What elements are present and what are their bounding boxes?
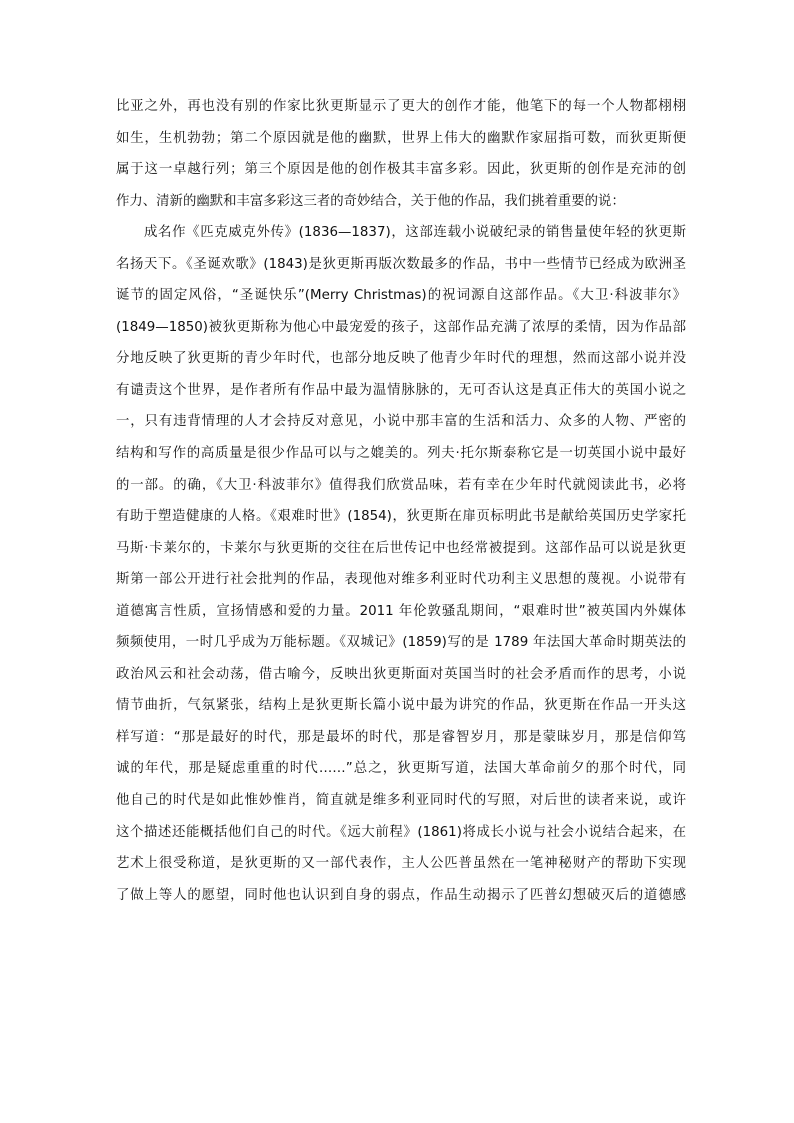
text-line: 如生，生机勃勃；第二个原因就是他的幽默，世界上伟大的幽默作家屈指可数，而狄更斯便 [116,130,686,146]
text-line: 样写道：“那是最好的时代，那是最坏的时代，那是睿智岁月，那是蒙昧岁月，那是信仰笃 [116,729,686,745]
text-line: 比亚之外，再也没有别的作家比狄更斯显示了更大的创作才能，他笔下的每一个人物都栩栩 [116,99,686,114]
paragraph-first-line: 成名作《匹克威克外传》(1836—1837)，这部连载小说破纪录的销售量使年轻的狄更斯 [144,225,686,241]
text-line: 道德寓言性质，宣扬情感和爱的力量。2011 年伦敦骚乱期间，“艰难时世”被英国内外媒体 [116,603,686,619]
text-line: 政治风云和社会动荡，借古喻今，反映出狄更斯面对英国当时的社会矛盾而作的思考，小说 [116,666,686,682]
text-line: 诚的年代，那是疑虑重重的时代……”总之，狄更斯写道，法国大革命前夕的那个时代，同 [116,761,686,777]
text-line: 的一部。的确，《大卫·科波菲尔》值得我们欣赏品味，若有幸在少年时代就阅读此书，必将 [116,477,686,493]
text-line: 斯第一部公开进行社会批判的作品，表现他对维多利亚时代功利主义思想的蔑视。小说带有 [116,572,686,588]
text-line: 属于这一卓越行列；第三个原因是他的创作极其丰富多彩。因此，狄更斯的创作是充沛的创 [116,162,686,178]
text-line: 有谴责这个世界，是作者所有作品中最为温情脉脉的，无可否认这是真正伟大的英国小说之 [116,382,686,398]
text-line: 这个描述还能概括他们自己的时代。《远大前程》(1861)将成长小说与社会小说结合起来，在 [116,824,686,840]
text-line: 情节曲折，气氛紧张，结构上是狄更斯长篇小说中最为讲究的作品，狄更斯在作品一开头这 [116,698,686,714]
text-line: 频频使用，一时几乎成为万能标题。《双城记》(1859)写的是 1789 年法国大革命时期英法的 [116,635,686,651]
text-line: 结构和写作的高质量是很少作品可以与之媲美的。列夫·托尔斯泰称它是一切英国小说中最好 [116,446,686,462]
text-line: 他自己的时代是如此惟妙惟肖，简直就是维多利亚同时代的写照，对后世的读者来说，或许 [116,793,686,809]
text-line: 马斯·卡莱尔的，卡莱尔与狄更斯的交往在后世传记中也经常被提到。这部作品可以说是狄更 [116,540,686,556]
body-text [116,91,686,911]
text-line: 分地反映了狄更斯的青少年时代，也部分地反映了他青少年时代的理想，然而这部小说并没 [116,351,686,367]
text-line: 诞节的固定风俗，“圣诞快乐”(Merry Christmas)的祝词源自这部作品。《大卫·科波菲尔》 [116,288,686,304]
text-line: 名扬天下。《圣诞欢歌》(1843)是狄更斯再版次数最多的作品，书中一些情节已经成为欧洲圣 [116,256,686,272]
text-line: 作力、清新的幽默和丰富多彩这三者的奇妙结合，关于他的作品，我们挑着重要的说： [116,193,625,209]
text-line: 一，只有违背情理的人才会持反对意见，小说中那丰富的生活和活力、众多的人物、严密的 [116,414,686,430]
text-line: 有助于塑造健康的人格。《艰难时世》(1854)，狄更斯在扉页标明此书是献给英国历史学家托 [116,509,686,525]
text-line: (1849—1850)被狄更斯称为他心中最宠爱的孩子，这部作品充满了浓厚的柔情，因为作品部 [116,319,686,335]
text-line: 艺术上很受称道，是狄更斯的又一部代表作，主人公匹普虽然在一笔神秘财产的帮助下实现 [116,856,686,872]
text-line: 了做上等人的愿望，同时他也认识到自身的弱点，作品生动揭示了匹普幻想破灭后的道德感 [116,887,686,903]
